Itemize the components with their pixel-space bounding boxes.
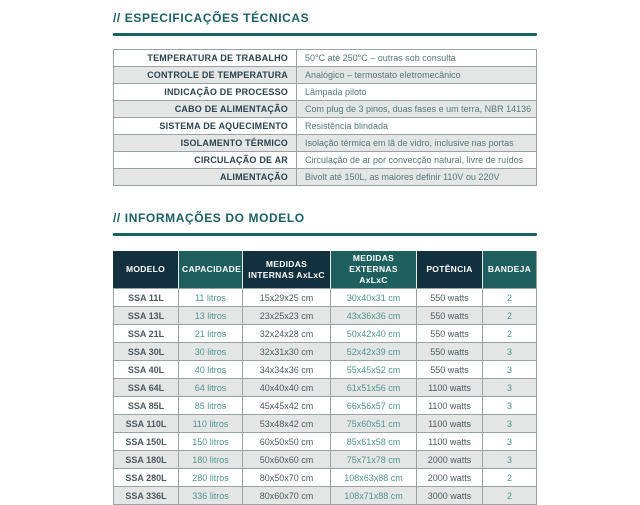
spec-table bbox=[113, 49, 537, 186]
spec-row bbox=[113, 84, 537, 101]
spec-row bbox=[113, 169, 537, 186]
spec-table-body bbox=[113, 49, 537, 186]
model-row bbox=[113, 397, 537, 415]
specs-section-title: // ESPECIFICAÇÕES TÉCNICAS bbox=[113, 11, 310, 25]
model-cell: 30x40x31 cm bbox=[331, 289, 417, 307]
model-cell: SSA 85L bbox=[113, 397, 179, 415]
models-title-rule bbox=[113, 233, 537, 236]
model-cell: 108x63x88 cm bbox=[331, 469, 417, 487]
model-cell: 23x25x23 cm bbox=[243, 307, 331, 325]
spec-row bbox=[113, 118, 537, 135]
model-cell: 550 watts bbox=[417, 343, 483, 361]
model-cell: 3 bbox=[483, 415, 537, 433]
spec-label: TEMPERATURA DE TRABALHO bbox=[113, 49, 297, 67]
model-cell: 53x48x42 cm bbox=[243, 415, 331, 433]
model-cell: 61x51x56 cm bbox=[331, 379, 417, 397]
model-cell: 11 litros bbox=[179, 289, 243, 307]
models-table-body bbox=[113, 289, 537, 505]
model-cell: 1100 watts bbox=[417, 433, 483, 451]
model-cell: SSA 11L bbox=[113, 289, 179, 307]
spec-label: ALIMENTAÇÃO bbox=[113, 169, 297, 186]
model-cell: 2 bbox=[483, 487, 537, 505]
models-header-cell: MEDIDAS EXTERNAS AxLxC bbox=[331, 251, 417, 289]
model-cell: 50x60x60 cm bbox=[243, 451, 331, 469]
model-cell: 180 litros bbox=[179, 451, 243, 469]
model-row bbox=[113, 451, 537, 469]
model-cell: SSA 110L bbox=[113, 415, 179, 433]
model-cell: 80x50x70 cm bbox=[243, 469, 331, 487]
model-cell: 3 bbox=[483, 397, 537, 415]
model-cell: 2 bbox=[483, 289, 537, 307]
spec-label: CABO DE ALIMENTAÇÃO bbox=[113, 101, 297, 118]
models-header-cell: CAPACIDADE bbox=[179, 251, 243, 289]
spec-value: Bivolt até 150L, as maiores definir 110V ou 220V bbox=[297, 169, 537, 186]
model-cell: 40 litros bbox=[179, 361, 243, 379]
model-row bbox=[113, 325, 537, 343]
model-cell: SSA 30L bbox=[113, 343, 179, 361]
model-row bbox=[113, 289, 537, 307]
models-table bbox=[113, 251, 537, 505]
model-cell: 3 bbox=[483, 361, 537, 379]
model-cell: SSA 21L bbox=[113, 325, 179, 343]
model-cell: SSA 150L bbox=[113, 433, 179, 451]
model-cell: 30 litros bbox=[179, 343, 243, 361]
spec-value: Isolação térmica em lã de vidro, inclusive nas portas bbox=[297, 135, 537, 152]
model-cell: 550 watts bbox=[417, 307, 483, 325]
model-cell: 1100 watts bbox=[417, 397, 483, 415]
model-cell: 150 litros bbox=[179, 433, 243, 451]
model-row bbox=[113, 433, 537, 451]
spec-label: CIRCULAÇÃO DE AR bbox=[113, 152, 297, 169]
spec-row bbox=[113, 101, 537, 118]
spec-label: INDICAÇÃO DE PROCESSO bbox=[113, 84, 297, 101]
model-cell: 64 litros bbox=[179, 379, 243, 397]
model-cell: 550 watts bbox=[417, 361, 483, 379]
models-section-title: // INFORMAÇÕES DO MODELO bbox=[113, 211, 305, 225]
model-cell: 336 litros bbox=[179, 487, 243, 505]
model-cell: 75x71x78 cm bbox=[331, 451, 417, 469]
spec-row bbox=[113, 67, 537, 84]
page-content bbox=[113, 8, 537, 505]
model-cell: 60x50x50 cm bbox=[243, 433, 331, 451]
model-cell: 55x45x52 cm bbox=[331, 361, 417, 379]
spec-label: SISTEMA DE AQUECIMENTO bbox=[113, 118, 297, 135]
spec-value: Com plug de 3 pinos, duas fases e um terra, NBR 14136 bbox=[297, 101, 537, 118]
model-cell: 52x42x39 cm bbox=[331, 343, 417, 361]
spec-value: Analógico – termostato eletromecânico bbox=[297, 67, 537, 84]
model-cell: SSA 336L bbox=[113, 487, 179, 505]
model-cell: 43x36x36 cm bbox=[331, 307, 417, 325]
model-cell: 550 watts bbox=[417, 289, 483, 307]
model-cell: 2 bbox=[483, 307, 537, 325]
model-cell: 66x56x57 cm bbox=[331, 397, 417, 415]
spec-value: Circulação de ar por convecção natural, livre de ruídos bbox=[297, 152, 537, 169]
model-cell: 85x61x58 cm bbox=[331, 433, 417, 451]
model-cell: 40x40x40 cm bbox=[243, 379, 331, 397]
model-cell: 34x34x36 cm bbox=[243, 361, 331, 379]
model-row bbox=[113, 415, 537, 433]
model-cell: 3 bbox=[483, 451, 537, 469]
spec-label: CONTROLE DE TEMPERATURA bbox=[113, 67, 297, 84]
model-cell: SSA 13L bbox=[113, 307, 179, 325]
model-cell: 280 litros bbox=[179, 469, 243, 487]
specs-section bbox=[113, 8, 537, 186]
model-row bbox=[113, 307, 537, 325]
model-cell: 32x31x30 cm bbox=[243, 343, 331, 361]
model-row bbox=[113, 469, 537, 487]
model-cell: 21 litros bbox=[179, 325, 243, 343]
model-cell: SSA 64L bbox=[113, 379, 179, 397]
models-header-cell: MEDIDAS INTERNAS AxLxC bbox=[243, 251, 331, 289]
specs-title-rule bbox=[113, 33, 537, 36]
model-cell: 1100 watts bbox=[417, 379, 483, 397]
model-cell: 2000 watts bbox=[417, 451, 483, 469]
models-header-cell: MODELO bbox=[113, 251, 179, 289]
spec-row bbox=[113, 49, 537, 67]
model-cell: 75x60x51 cm bbox=[331, 415, 417, 433]
model-cell: 1100 watts bbox=[417, 415, 483, 433]
spec-value: Lâmpada piloto bbox=[297, 84, 537, 101]
spec-label: ISOLAMENTO TÉRMICO bbox=[113, 135, 297, 152]
spec-value: 50°C até 250°C – outras sob consulta bbox=[297, 49, 537, 67]
models-header-cell: POTÊNCIA bbox=[417, 251, 483, 289]
model-cell: 80x60x70 cm bbox=[243, 487, 331, 505]
model-cell: SSA 280L bbox=[113, 469, 179, 487]
models-header-cell: BANDEJA bbox=[483, 251, 537, 289]
model-cell: 3 bbox=[483, 343, 537, 361]
model-cell: 50x42x40 cm bbox=[331, 325, 417, 343]
model-cell: 3 bbox=[483, 379, 537, 397]
model-cell: 15x29x25 cm bbox=[243, 289, 331, 307]
model-row bbox=[113, 487, 537, 505]
model-cell: 3000 watts bbox=[417, 487, 483, 505]
model-cell: SSA 40L bbox=[113, 361, 179, 379]
model-cell: 2000 watts bbox=[417, 469, 483, 487]
spec-row bbox=[113, 152, 537, 169]
spec-row bbox=[113, 135, 537, 152]
model-cell: 110 litros bbox=[179, 415, 243, 433]
model-cell: 13 litros bbox=[179, 307, 243, 325]
model-cell: 45x45x42 cm bbox=[243, 397, 331, 415]
model-row bbox=[113, 343, 537, 361]
models-section bbox=[113, 208, 537, 505]
model-cell: 32x24x28 cm bbox=[243, 325, 331, 343]
model-cell: 3 bbox=[483, 433, 537, 451]
spec-value: Resistência blindada bbox=[297, 118, 537, 135]
model-cell: SSA 180L bbox=[113, 451, 179, 469]
models-header-row bbox=[113, 251, 537, 289]
model-cell: 2 bbox=[483, 469, 537, 487]
model-row bbox=[113, 361, 537, 379]
model-cell: 85 litros bbox=[179, 397, 243, 415]
model-row bbox=[113, 379, 537, 397]
model-cell: 550 watts bbox=[417, 325, 483, 343]
model-cell: 108x71x88 cm bbox=[331, 487, 417, 505]
model-cell: 2 bbox=[483, 325, 537, 343]
